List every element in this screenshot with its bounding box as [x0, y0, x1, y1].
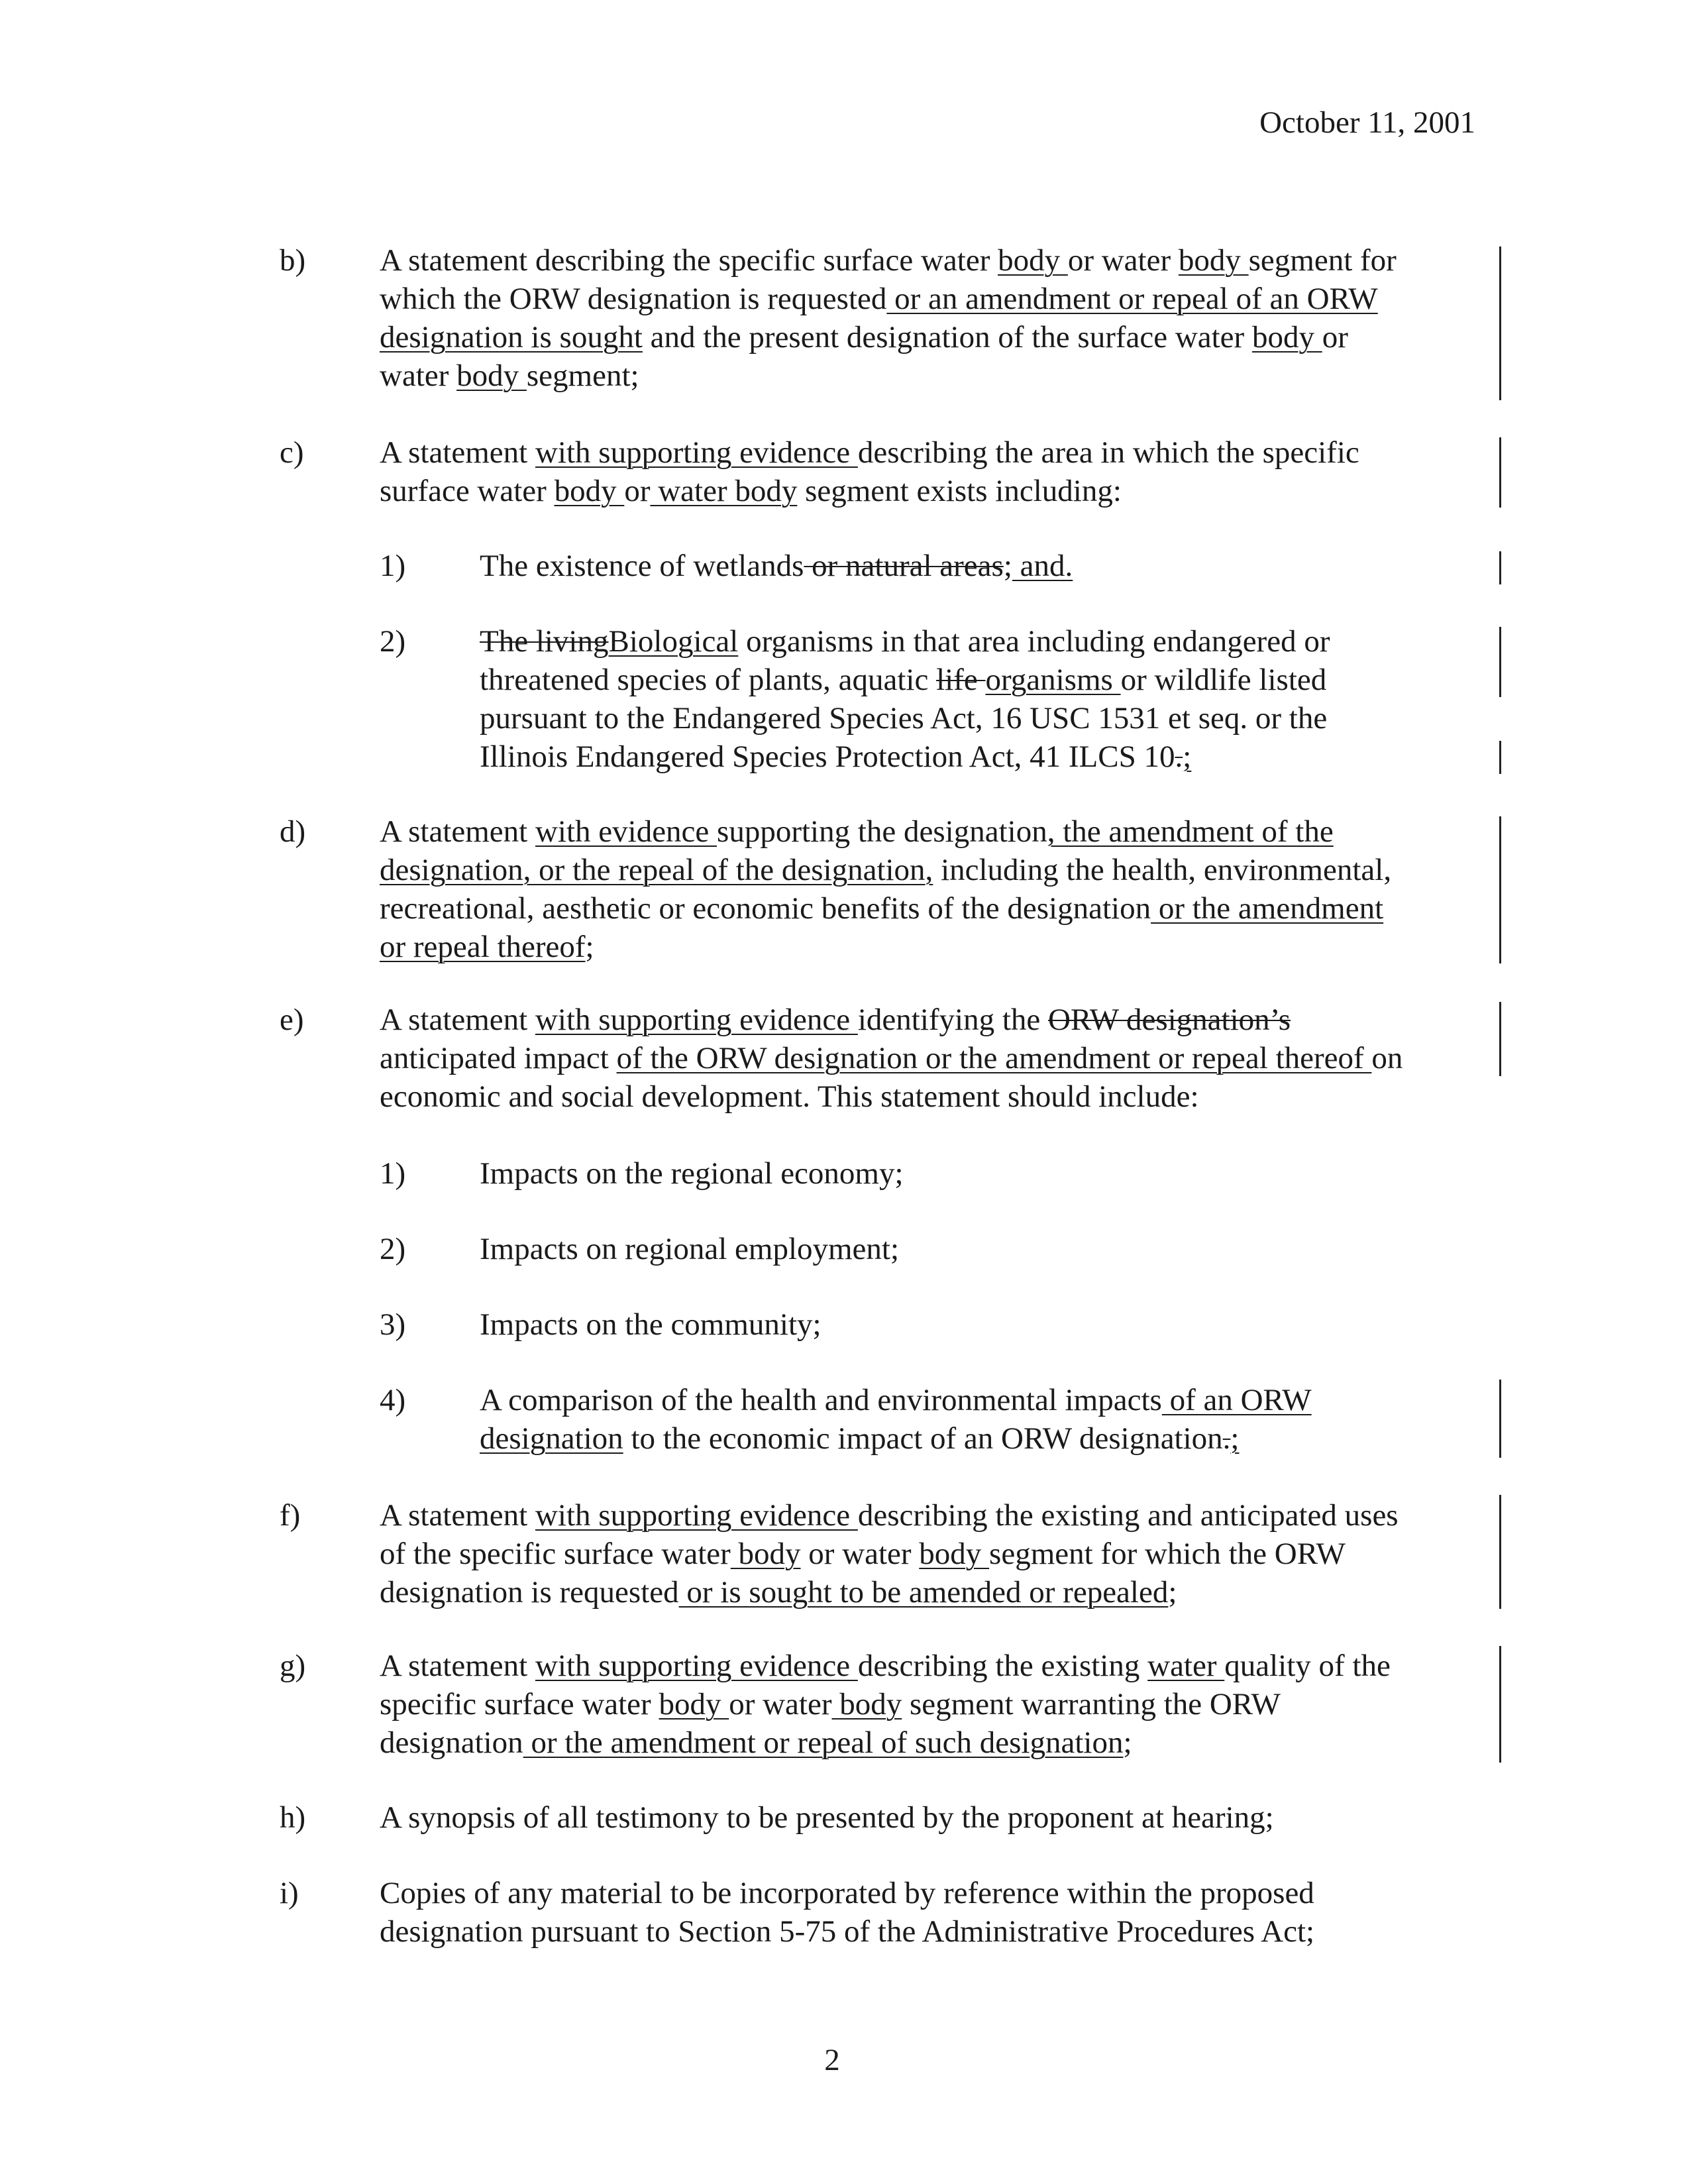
text-line: economic and social development. This statement should include: [380, 1079, 1199, 1114]
sub-item-text [480, 622, 1513, 776]
item-label: c) [280, 435, 304, 470]
item-text [380, 1798, 1506, 1837]
item-label: i) [280, 1876, 299, 1910]
item-text [380, 1496, 1506, 1611]
text-line: designation or the amendment or repeal of such designation; [380, 1725, 1132, 1760]
revision-bar [1499, 816, 1501, 963]
item-text [380, 812, 1506, 966]
text-line: The existence of wetlands or natural areas; and. [480, 549, 1073, 583]
text-line: A statement with supporting evidence describing the area in which the specific [380, 435, 1359, 470]
revision-bar [1499, 246, 1501, 400]
sub-item-text: Impacts on the regional economy; [480, 1156, 904, 1191]
text-line: The livingBiological organisms in that area including endangered or [480, 624, 1330, 659]
sub-item-text [480, 1381, 1513, 1458]
text-line: A statement describing the specific surface water body or water body segment for [380, 243, 1397, 278]
text-line: which the ORW designation is requested or an amendment or repeal of an ORW [380, 282, 1378, 316]
revision-bar [1499, 551, 1501, 584]
text-line: anticipated impact of the ORW designation or the amendment or repeal thereof on [380, 1041, 1403, 1075]
text-line: Illinois Endangered Species Protection Act, 41 ILCS 10.; [480, 739, 1192, 774]
text-line: A statement with supporting evidence describing the existing and anticipated uses [380, 1498, 1399, 1533]
text-line: designation is requested or is sought to be amended or repealed; [380, 1575, 1177, 1610]
text-line: water body segment; [380, 358, 639, 393]
item-text [380, 241, 1506, 395]
item-text [380, 1001, 1506, 1116]
item-text [380, 1647, 1506, 1762]
revision-bar [1499, 1495, 1501, 1609]
revision-bar [1499, 437, 1501, 508]
text-line: designation to the economic impact of an ORW designation.; [480, 1421, 1240, 1456]
sub-item-text: Impacts on regional employment; [480, 1232, 900, 1266]
item-label: d) [280, 814, 306, 849]
page-date: October 11, 2001 [1259, 105, 1475, 140]
sub-item-label: 1) [380, 549, 406, 583]
sub-item-label: 3) [380, 1307, 406, 1342]
text-line: pursuant to the Endangered Species Act, 16 USC 1531 et seq. or the [480, 701, 1328, 736]
sub-item-label: 2) [380, 1232, 406, 1266]
sub-item-label: 4) [380, 1383, 406, 1417]
sub-item-label: 2) [380, 624, 406, 659]
sub-item-text [480, 547, 1513, 585]
text-line: designation is sought and the present designation of the surface water body or [380, 320, 1348, 355]
revision-bar [1499, 1002, 1501, 1076]
item-label: g) [280, 1649, 306, 1683]
item-label: h) [280, 1800, 306, 1835]
text-line: recreational, aesthetic or economic benefits of the designation or the amendment [380, 891, 1384, 926]
revision-bar [1499, 1380, 1501, 1458]
revision-bar [1499, 741, 1501, 774]
text-line: A statement with supporting evidence identifying the ORW designation’s [380, 1003, 1291, 1037]
item-label: b) [280, 243, 306, 278]
text-line: designation pursuant to Section 5-75 of the Administrative Procedures Act; [380, 1914, 1315, 1949]
item-label: e) [280, 1003, 304, 1037]
item-label: f) [280, 1498, 301, 1533]
text-line: or repeal thereof; [380, 930, 594, 964]
text-line: specific surface water body or water body segment warranting the ORW [380, 1687, 1281, 1721]
text-line: surface water body or water body segment exists including: [380, 474, 1122, 508]
sub-item-label: 1) [380, 1156, 406, 1191]
text-line: A synopsis of all testimony to be presented by the proponent at hearing; [380, 1800, 1274, 1835]
text-line: A statement with evidence supporting the designation, the amendment of the [380, 814, 1334, 849]
text-line: threatened species of plants, aquatic life organisms or wildlife listed [480, 663, 1327, 697]
revision-bar [1499, 1646, 1501, 1763]
item-text [380, 1874, 1506, 1951]
revision-bar [1499, 627, 1501, 697]
page-number: 2 [824, 2043, 840, 2077]
text-line: of the specific surface water body or water body segment for which the ORW [380, 1537, 1346, 1571]
text-line: Copies of any material to be incorporated by reference within the proposed [380, 1876, 1314, 1910]
sub-item-text: Impacts on the community; [480, 1307, 822, 1342]
text-line: designation, or the repeal of the designation, including the health, environmental, [380, 853, 1392, 887]
item-text [380, 433, 1506, 510]
text-line: A comparison of the health and environmental impacts of an ORW [480, 1383, 1312, 1417]
text-line: A statement with supporting evidence describing the existing water quality of the [380, 1649, 1391, 1683]
